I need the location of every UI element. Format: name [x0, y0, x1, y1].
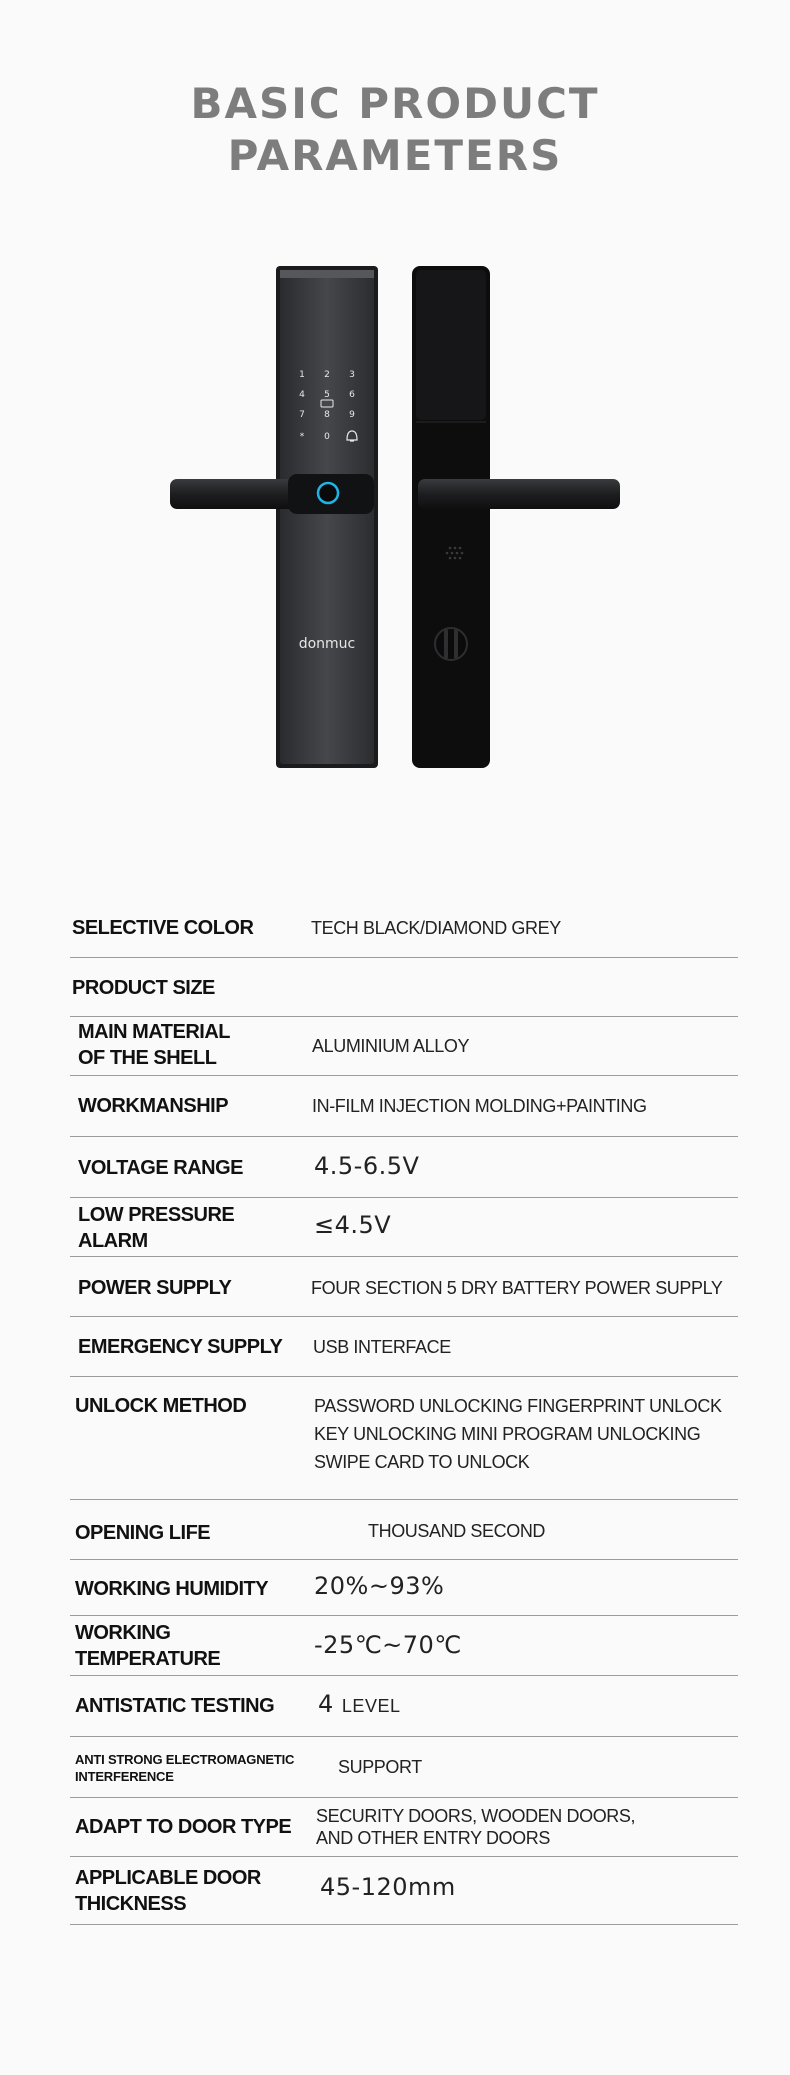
spec-label: WORKMANSHIP	[78, 1095, 229, 1117]
spec-value: 20%~93%	[314, 1572, 445, 1600]
spec-value: -25℃~70℃	[314, 1631, 462, 1659]
spec-row-product-size	[70, 958, 738, 1017]
title-line-1: BASIC PRODUCT	[190, 79, 600, 128]
spec-label: EMERGENCY SUPPLY	[78, 1336, 283, 1358]
spec-value: 4 LEVEL	[318, 1690, 401, 1718]
spec-label: APPLICABLE DOOR THICKNESS	[75, 1867, 261, 1915]
spec-value: FOUR SECTION 5 DRY BATTERY POWER SUPPLY	[311, 1278, 723, 1298]
spec-value: 45-120mm	[320, 1873, 456, 1901]
spec-label: OPENING LIFE	[75, 1522, 211, 1544]
keypad-key-6: 6	[349, 390, 355, 400]
spec-value: ≤4.5V	[314, 1211, 392, 1239]
thumb-turn-knob-icon	[435, 628, 467, 660]
spec-row-working-humidity	[70, 1560, 738, 1616]
spec-value: PASSWORD UNLOCKING FINGERPRINT UNLOCK KEY UNLOCKING MINI PROGRAM UNLOCKING SWIPE CARD TO UNLOCK	[314, 1396, 722, 1472]
lock-back-panel	[412, 266, 620, 768]
spec-label: ADAPT TO DOOR TYPE	[75, 1816, 292, 1838]
spec-label: MAIN MATERIAL OF THE SHELL	[78, 1021, 230, 1069]
spec-row-working-temperature	[70, 1616, 738, 1676]
spec-row-opening-life	[70, 1500, 738, 1560]
spec-label: SELECTIVE COLOR	[72, 917, 254, 939]
spec-row-voltage-range	[70, 1137, 738, 1198]
spec-row-low-pressure-alarm	[70, 1198, 738, 1257]
spec-row-workmanship	[70, 1076, 738, 1137]
keypad-key-5: 5	[324, 390, 330, 400]
spec-table	[70, 898, 738, 1925]
spec-label: WORKING TEMPERATURE	[75, 1622, 221, 1670]
keypad-key-2: 2	[324, 370, 330, 380]
keypad-key-star: *	[299, 432, 305, 442]
fingerprint-sensor-icon	[318, 483, 338, 503]
spec-label: UNLOCK METHOD	[75, 1395, 247, 1417]
spec-label: POWER SUPPLY	[78, 1277, 232, 1299]
keypad-key-3: 3	[349, 370, 355, 380]
spec-row-door-type	[70, 1798, 738, 1857]
spec-value: 4.5-6.5V	[314, 1152, 420, 1180]
spec-value: SECURITY DOORS, WOODEN DOORS, AND OTHER ENTRY DOORS	[316, 1806, 636, 1848]
spec-label: PRODUCT SIZE	[72, 977, 215, 999]
spec-row-antistatic-testing	[70, 1676, 738, 1737]
keypad-key-0: 0	[324, 432, 330, 442]
spec-value: THOUSAND SECOND	[368, 1521, 546, 1541]
keypad-key-8: 8	[324, 410, 330, 420]
keypad-key-7: 7	[299, 410, 305, 420]
spec-value: TECH BLACK/DIAMOND GREY	[311, 918, 561, 938]
brand-logo: donmuc	[298, 636, 356, 652]
keypad-key-4: 4	[299, 390, 305, 400]
spec-value: SUPPORT	[338, 1757, 422, 1777]
lock-front-panel	[170, 266, 378, 768]
spec-value: ALUMINIUM ALLOY	[312, 1036, 470, 1056]
spec-label: ANTISTATIC TESTING	[75, 1695, 275, 1717]
keypad-key-1: 1	[299, 370, 305, 380]
door-lock-product-image	[150, 260, 650, 780]
spec-label: WORKING HUMIDITY	[75, 1578, 269, 1600]
title-line-2: PARAMETERS	[227, 131, 563, 180]
spec-row-door-thickness	[70, 1857, 738, 1925]
spec-label: ANTI STRONG ELECTROMAGNETIC INTERFERENCE	[75, 1752, 295, 1784]
spec-row-power-supply	[70, 1257, 738, 1317]
spec-row-electromagnetic-interference	[70, 1737, 738, 1798]
spec-label: VOLTAGE RANGE	[78, 1157, 243, 1179]
spec-row-emergency-supply	[70, 1317, 738, 1377]
back-handle	[418, 479, 620, 509]
page-title	[0, 78, 790, 182]
keypad-key-9: 9	[349, 410, 355, 420]
spec-value: USB INTERFACE	[313, 1337, 451, 1357]
spec-value: IN-FILM INJECTION MOLDING+PAINTING	[312, 1096, 647, 1116]
spec-row-unlock-method	[70, 1377, 738, 1500]
spec-row-main-material	[70, 1017, 738, 1076]
spec-label: LOW PRESSURE ALARM	[78, 1204, 235, 1252]
spec-row-selective-color	[70, 898, 738, 958]
